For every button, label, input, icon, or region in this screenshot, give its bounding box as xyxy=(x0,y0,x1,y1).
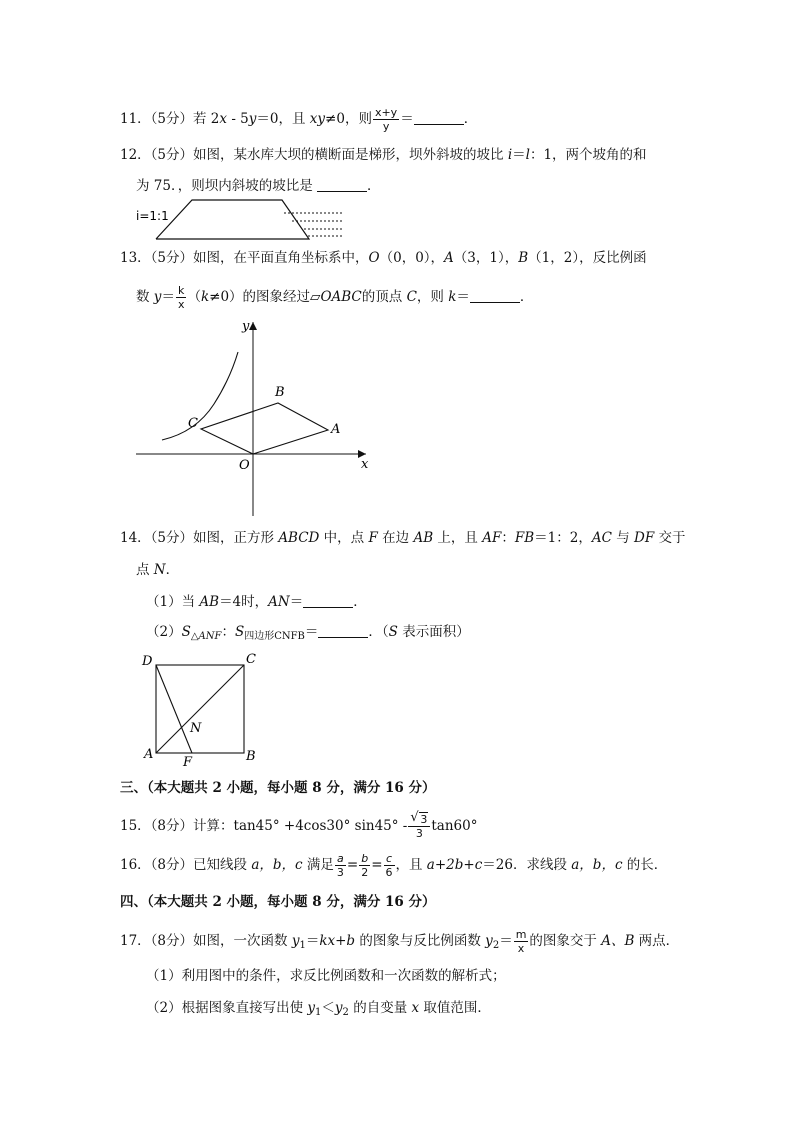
answer-blank[interactable] xyxy=(470,288,520,303)
question-14-line2 xyxy=(136,560,179,580)
q17-text: 取值范围． xyxy=(419,1000,491,1016)
frac-den: y xyxy=(382,120,390,133)
q14-text: ＝4时， xyxy=(219,594,269,610)
q14-text: 点 xyxy=(136,562,154,578)
var: OABC xyxy=(320,289,362,305)
q14-text: 表示面积） xyxy=(397,624,470,640)
q12-text: ：1，两个坡角的和 xyxy=(529,147,647,163)
question-17 xyxy=(120,928,679,956)
var: S xyxy=(234,624,245,640)
question-12-line2 xyxy=(136,176,381,196)
fraction xyxy=(514,928,529,955)
q17-text: ＜ xyxy=(321,1000,335,1016)
var: x xyxy=(411,1000,420,1016)
square-figure xyxy=(136,650,266,768)
y-label: y xyxy=(242,319,250,334)
var: y xyxy=(307,1000,316,1016)
q14-text: ＝ xyxy=(304,624,319,640)
parallelogram-oabc xyxy=(201,403,328,454)
question-15 xyxy=(120,810,478,840)
q13-text: （3，1）， xyxy=(453,250,519,266)
var: C xyxy=(406,289,417,305)
fraction xyxy=(335,852,346,879)
q14-text: 上，且 xyxy=(433,530,483,546)
q14-text: ．（ xyxy=(368,624,389,640)
q12-text: ＝ xyxy=(512,147,526,163)
fraction xyxy=(408,810,430,840)
var: S xyxy=(181,624,191,640)
var: i xyxy=(507,147,513,163)
question-13-line2 xyxy=(136,284,533,311)
var: O xyxy=(368,250,380,266)
q14-text: （1）当 xyxy=(146,594,200,610)
var: A、B xyxy=(601,933,635,949)
q14-text: 中，点 xyxy=(319,530,369,546)
q11-text: ＝0，且 xyxy=(256,111,310,127)
frac-num: a xyxy=(335,852,346,866)
fraction xyxy=(384,852,395,879)
dam-figure xyxy=(134,196,350,242)
q15-text: tan60° xyxy=(431,818,478,834)
q17-text: 17．（8分）如图，一次函数 xyxy=(120,933,292,949)
q13-text: ． xyxy=(519,289,534,305)
question-17-part2 xyxy=(146,998,491,1023)
section-4-heading: 四、（本大题共 2 小题，每小题 8 分，满分 16 分） xyxy=(120,894,436,910)
q13-text: 的顶点 xyxy=(361,289,407,305)
q14-text: ： xyxy=(221,624,235,640)
q14-text: 在边 xyxy=(377,530,414,546)
fraction xyxy=(359,852,370,879)
var: y xyxy=(485,933,493,949)
frac-num: x+y xyxy=(374,106,398,119)
frac-den: 3 xyxy=(415,827,423,840)
var: y xyxy=(248,111,257,127)
q17-text: 的自变量 xyxy=(348,1000,412,1016)
answer-blank[interactable] xyxy=(317,177,367,192)
var: AB xyxy=(199,594,220,610)
q11-text: 11．（5分）若 2 xyxy=(120,111,220,127)
q11-text: ≠0，则 xyxy=(325,111,372,127)
q16-text: = xyxy=(371,857,383,873)
question-12-line1 xyxy=(120,145,647,165)
var: l xyxy=(525,147,530,163)
var: k xyxy=(448,289,457,305)
q13-text: （1，2），反比例函 xyxy=(528,250,647,266)
point-d-label: D xyxy=(142,654,153,669)
var: a，b，c xyxy=(251,857,303,873)
q16-text: 满足 xyxy=(302,857,334,873)
question-17-part1: （1）利用图中的条件，求反比例函数和一次函数的解析式； xyxy=(146,968,506,984)
fraction xyxy=(373,106,399,133)
frac-num: m xyxy=(515,928,527,941)
q14-text: ． xyxy=(165,562,180,578)
answer-blank[interactable] xyxy=(414,110,464,125)
q16-text: ＝26．求线段 xyxy=(482,857,572,873)
slope-label: i=1:1 xyxy=(136,209,169,223)
fraction xyxy=(176,284,187,311)
point-o-label: O xyxy=(239,458,250,473)
q14-text: 与 xyxy=(611,530,635,546)
var: x xyxy=(219,111,228,127)
var: A xyxy=(444,250,454,266)
var: DF xyxy=(634,530,655,546)
trapezoid xyxy=(156,200,309,239)
var: k xyxy=(200,289,210,305)
frac-den: x xyxy=(517,942,525,955)
frac-den: 6 xyxy=(385,866,393,879)
answer-blank[interactable] xyxy=(303,593,353,608)
point-a-label: A xyxy=(331,422,341,437)
point-c-label: C xyxy=(246,652,256,667)
q14-text: 14．（5分）如图，正方形 xyxy=(120,530,279,546)
question-11 xyxy=(120,106,477,133)
var: y xyxy=(291,933,300,949)
var: xy xyxy=(309,111,326,127)
var: B xyxy=(518,250,529,266)
var: a+2b+c xyxy=(426,857,483,873)
y-arrow xyxy=(249,322,257,330)
radicand: 3 xyxy=(420,813,428,826)
var: AF xyxy=(482,530,502,546)
sqrt xyxy=(410,810,428,826)
q13-text: ≠0）的图象经过▱ xyxy=(209,289,321,305)
question-16 xyxy=(120,852,667,879)
q11-text: - 5 xyxy=(227,111,249,127)
question-14-part1 xyxy=(146,592,367,612)
q15-text: 15．（8分）计算：tan45° +4cos30° sin45° - xyxy=(120,818,408,834)
q16-text: = xyxy=(346,857,359,873)
q17-text: 的图象交于 xyxy=(529,933,602,949)
q17-text: 的图象与反比例函数 xyxy=(355,933,486,949)
q13-text: ＝ xyxy=(456,289,470,305)
q14-text: ＝ xyxy=(289,594,304,610)
q14-text: 交于 xyxy=(654,530,686,546)
q14-text: ． xyxy=(353,594,367,610)
question-13-line1 xyxy=(120,248,647,268)
q12-text: 为 75．，则坝内斜坡的坡比是 xyxy=(136,178,318,194)
q17-text: （2）根据图象直接写出使 xyxy=(146,1000,308,1016)
frac-num xyxy=(408,810,430,827)
var: ABCD xyxy=(278,530,320,546)
x-label: x xyxy=(361,457,369,472)
q12-text: 12．（5分）如图，某水库大坝的横断面是梯形，坝外斜坡的坡比 xyxy=(120,147,508,163)
q14-text: ＝1：2， xyxy=(534,530,592,546)
diagonal-ac xyxy=(156,665,244,753)
point-a-label: A xyxy=(144,747,154,762)
hyperbola-curve xyxy=(162,352,238,440)
subscript: 2 xyxy=(492,940,500,951)
subscript: 四边形CNFB xyxy=(244,631,305,642)
point-b-label: B xyxy=(246,749,256,764)
point-c-label: C xyxy=(188,416,198,431)
frac-num: c xyxy=(384,852,395,866)
q13-text: ＝ xyxy=(161,289,175,305)
q16-text: 的长． xyxy=(622,857,668,873)
q16-text: 16．（8分）已知线段 xyxy=(120,857,252,873)
q13-text: （ xyxy=(187,289,201,305)
var: a，b，c xyxy=(571,857,623,873)
section-3-heading: 三、（本大题共 2 小题，每小题 8 分，满分 16 分） xyxy=(120,780,436,796)
q14-text: （2） xyxy=(146,624,182,640)
q12-text: ． xyxy=(367,178,381,194)
var: y xyxy=(153,289,162,305)
subscript: 2 xyxy=(342,1007,349,1018)
subscript: 1 xyxy=(299,940,306,951)
var: kx+b xyxy=(319,933,356,949)
point-b-label: B xyxy=(275,385,285,400)
frac-num: b xyxy=(359,852,370,866)
coordinate-figure xyxy=(134,314,374,518)
q16-text: ，且 xyxy=(395,857,427,873)
q14-text: ： xyxy=(501,530,515,546)
q11-text: ＝ xyxy=(400,111,414,127)
frac-den: 2 xyxy=(361,866,369,879)
q17-text: ＝ xyxy=(305,933,320,949)
q13-text: ，则 xyxy=(416,289,449,305)
var: AC xyxy=(591,530,612,546)
q11-text: ． xyxy=(463,111,478,127)
q13-text: （0，0）， xyxy=(379,250,445,266)
var: y xyxy=(334,1000,343,1016)
q17-text: ＝ xyxy=(499,933,513,949)
var: AB xyxy=(413,530,434,546)
frac-den: x xyxy=(177,298,185,311)
subscript: 1 xyxy=(315,1007,322,1018)
q13-text: 数 xyxy=(136,289,154,305)
var: FB xyxy=(514,530,535,546)
answer-blank[interactable] xyxy=(318,623,368,638)
point-f-label: F xyxy=(183,755,193,768)
q17-text: 两点． xyxy=(634,933,680,949)
sqrt-icon: √ xyxy=(410,810,419,825)
frac-num: k xyxy=(176,284,187,298)
subscript: △ANF xyxy=(190,631,222,642)
q13-text: 13．（5分）如图，在平面直角坐标系中， xyxy=(120,250,369,266)
segment-df xyxy=(156,665,192,753)
question-14-part2 xyxy=(146,622,470,647)
var: S xyxy=(388,624,398,640)
point-n-label: N xyxy=(190,721,202,736)
question-14-line1 xyxy=(120,528,686,548)
var: N xyxy=(153,562,166,578)
var: F xyxy=(368,530,378,546)
var: AN xyxy=(268,594,290,610)
frac-den: 3 xyxy=(336,866,344,879)
